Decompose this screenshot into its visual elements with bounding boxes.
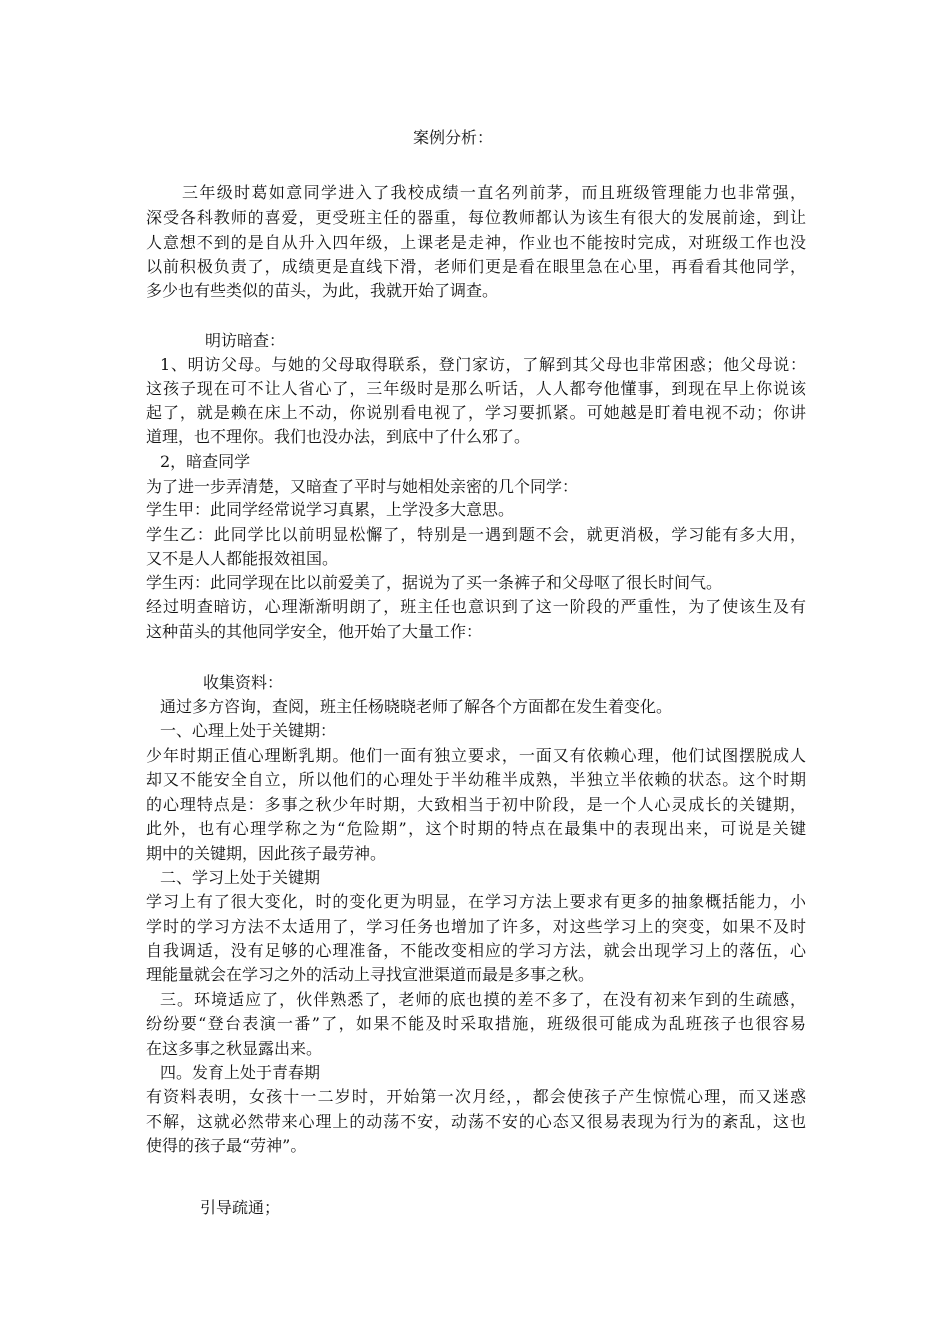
classmates-line-6: 经过明查暗访，心理渐渐明朗了，班主任也意识到了这一阶段的严重性，为了使该生及有 (146, 597, 806, 616)
puberty-line-3: 使得的孩子最“劳神”。 (146, 1136, 307, 1155)
parent-visit-line-2: 这孩子现在可不让人省心了，三年级时是那么听话，人人都夸他懂事，到现在早上你说该 (146, 379, 806, 398)
classmates-line-1: 为了进一步弄清楚，又暗查了平时与她相处亲密的几个同学： (146, 477, 579, 496)
intro-line-1: 三年级时葛如意同学进入了我校成绩一直名列前茅，而且班级管理能力也非常强， (182, 183, 806, 202)
classmates-heading: 2，暗查同学 (160, 452, 251, 471)
psych-line-2: 却又不能安全自立，所以他们的心理处于半幼稚半成熟，半独立半依赖的状态。这个时期 (146, 770, 806, 789)
puberty-line-2: 不解，这就必然带来心理上的动荡不安，动荡不安的心态又很易表现为行为的紊乱，这也 (146, 1112, 806, 1131)
classmates-line-3: 学生乙：此同学比以前明显松懈了，特别是一遇到题不会，就更消极，学习能有多大用， (146, 525, 806, 544)
intro-line-5: 多少也有些类似的苗头，为此，我就开始了调查。 (146, 281, 499, 300)
investigation-heading: 明访暗查： (205, 331, 286, 350)
env-line-1: 三。环境适应了，伙伴熟悉了，老师的底也摸的差不多了，在没有初来乍到的生疏感， (160, 990, 806, 1009)
classmates-line-7: 这种苗头的其他同学安全，他开始了大量工作： (146, 622, 483, 641)
puberty-line-1: 有资料表明，女孩十一二岁时，开始第一次月经，，都会使孩子产生惊慌心理，而又迷惑 (146, 1087, 806, 1106)
document-title: 案例分析： (413, 128, 494, 147)
intro-line-2: 深受各科教师的喜爱，更受班主任的器重，每位教师都认为该生有很大的发展前途，到让 (146, 208, 806, 227)
classmates-line-4: 又不是人人都能报效祖国。 (146, 549, 339, 568)
intro-line-4: 以前积极负责了，成绩更是直线下滑，老师们更是看在眼里急在心里，再看看其他同学， (146, 257, 806, 276)
psych-line-3: 的心理特点是：多事之秋少年时期，大致相当于初中阶段，是一个人心灵成长的关键期， (146, 795, 806, 814)
parent-visit-line-1: 1、明访父母。与她的父母取得联系，登门家访，了解到其父母也非常困惑；他父母说： (160, 355, 806, 374)
study-line-3: 自我调适，没有足够的心理准备，不能改变相应的学习方法，就会出现学习上的落伍，心 (146, 941, 806, 960)
study-line-1: 学习上有了很大变化，时的变化更为明显，在学习方法上要求有更多的抽象概括能力，小 (146, 892, 806, 911)
guidance-heading: 引导疏通； (200, 1198, 281, 1217)
study-heading: 二、学习上处于关键期 (160, 868, 321, 887)
materials-intro: 通过多方咨询，查阅，班主任杨晓晓老师了解各个方面都在发生着变化。 (160, 697, 673, 716)
study-line-4: 理能量就会在学习之外的活动上寻找宣泄渠道而最是多事之秋。 (146, 965, 595, 984)
psych-line-4: 此外，也有心理学称之为“危险期”，这个时期的特点在最集中的表现出来，可说是关键 (146, 819, 806, 838)
parent-visit-line-4: 道理，也不理你。我们也没办法，到底中了什么邪了。 (146, 427, 531, 446)
env-line-3: 在这多事之秋显露出来。 (146, 1039, 323, 1058)
intro-line-3: 人意想不到的是自从升入四年级，上课老是走神，作业也不能按时完成，对班级工作也没 (146, 233, 806, 252)
classmates-line-5: 学生丙：此同学现在比以前爱美了，据说为了买一条裤子和父母呕了很长时间气。 (146, 573, 723, 592)
puberty-heading: 四。发育上处于青春期 (160, 1063, 321, 1082)
env-line-2: 纷纷要“登台表演一番”了，如果不能及时采取措施，班级很可能成为乱班孩子也很容易 (146, 1014, 806, 1033)
psych-heading: 一、心理上处于关键期： (160, 721, 337, 740)
classmates-line-2: 学生甲：此同学经常说学习真累，上学没多大意思。 (146, 500, 515, 519)
parent-visit-line-3: 起了，就是赖在床上不动，你说别看电视了，学习要抓紧。可她越是盯着电视不动；你讲 (146, 403, 806, 422)
study-line-2: 学时的学习方法不太适用了，学习任务也增加了许多，对这些学习上的突变，如果不及时 (146, 917, 806, 936)
psych-line-5: 期中的关键期，因此孩子最劳神。 (146, 844, 387, 863)
psych-line-1: 少年时期正值心理断乳期。他们一面有独立要求，一面又有依赖心理，他们试图摆脱成人 (146, 746, 806, 765)
materials-heading: 收集资料： (203, 673, 284, 692)
